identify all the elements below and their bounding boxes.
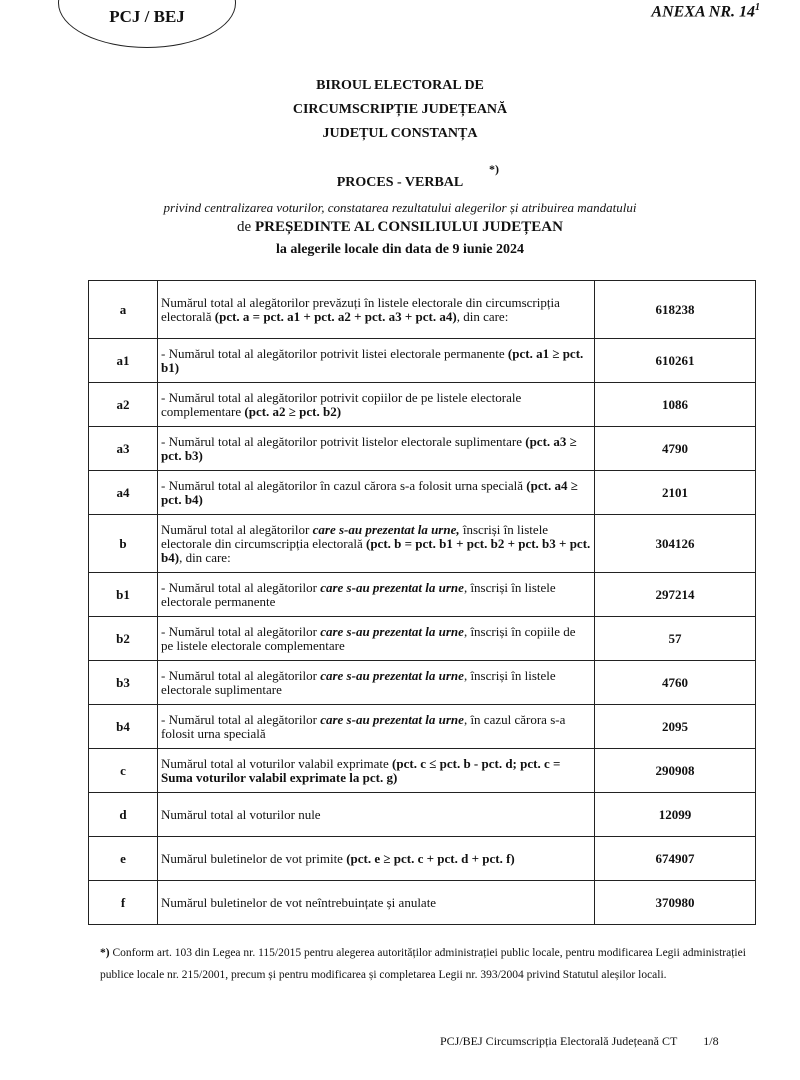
row-description <box>158 471 595 515</box>
header-line-1: BIROUL ELECTORAL DE <box>316 78 484 93</box>
row-value: 2095 <box>595 705 756 749</box>
row-value: 12099 <box>595 793 756 837</box>
row-text: - Numărul total al alegătorilor potrivit copiilor de pe listele electorale complementare <box>161 389 522 419</box>
row-bold-tail: (pct. a1 ≥ pct. b1) <box>161 345 584 375</box>
footnote-text: Conform art. 103 din Legea nr. 115/2015 pentru alegerea autorităților administrației public locale, pentru modificarea Legii administrației publice locale nr. 215/2001, precum și pentru modificarea și completarea Legii nr. 393/2004 privind Statutul aleșilor locali. <box>100 947 746 981</box>
row-code: a4 <box>89 471 158 515</box>
table-row <box>89 471 756 515</box>
row-code: b <box>89 515 158 573</box>
table-row <box>89 837 756 881</box>
row-pre: - Numărul total al alegătorilor <box>161 711 317 727</box>
row-text: - Numărul total al alegătorilor potrivit listei electorale permanente <box>161 345 505 361</box>
office-prefix: de <box>237 219 252 235</box>
row-post: înscriși în listele electorale din circumscripția electorală <box>161 521 549 551</box>
office-line <box>0 219 800 236</box>
header-line-3: JUDEȚUL CONSTANȚA <box>322 126 478 141</box>
row-bold-tail: (pct. a = pct. a1 + pct. a2 + pct. a3 + pct. a4) <box>214 308 457 324</box>
row-code: b1 <box>89 573 158 617</box>
office-name: PREȘEDINTE AL CONSILIULUI JUDEȚEAN <box>254 219 563 235</box>
row-code: b2 <box>89 617 158 661</box>
row-value: 304126 <box>595 515 756 573</box>
row-description <box>158 881 595 925</box>
table-row <box>89 515 756 573</box>
row-value: 1086 <box>595 383 756 427</box>
row-description <box>158 837 595 881</box>
row-tail: , din care: <box>456 308 509 324</box>
row-code: a <box>89 281 158 339</box>
row-post: , în cazul cărora s-a folosit urna specială <box>161 711 566 741</box>
table-row <box>89 281 756 339</box>
row-em: care s-au prezentat la urne, <box>312 521 460 537</box>
row-em: care s-au prezentat la urne <box>320 667 464 683</box>
row-code: f <box>89 881 158 925</box>
row-value: 4760 <box>595 661 756 705</box>
table-row <box>89 705 756 749</box>
table-row <box>89 339 756 383</box>
row-code: b3 <box>89 661 158 705</box>
document-subtitle: privind centralizarea voturilor, constatarea rezultatului alegerilor și atribuirea mandatului <box>163 200 637 215</box>
row-code: a1 <box>89 339 158 383</box>
row-value: 674907 <box>595 837 756 881</box>
row-value: 618238 <box>595 281 756 339</box>
results-table <box>88 280 756 925</box>
row-description <box>158 515 595 573</box>
row-value: 2101 <box>595 471 756 515</box>
row-text: - Numărul total al alegătorilor potrivit listelor electorale suplimentare <box>161 433 522 449</box>
row-value: 370980 <box>595 881 756 925</box>
row-em: care s-au prezentat la urne <box>320 579 464 595</box>
row-description <box>158 427 595 471</box>
row-value: 297214 <box>595 573 756 617</box>
header-line-2: CIRCUMSCRIPȚIE JUDEȚEANĂ <box>292 102 508 117</box>
row-description <box>158 661 595 705</box>
page-footer <box>440 1034 719 1049</box>
oval-badge-label: PCJ / BEJ <box>109 7 185 26</box>
document-title: PROCES - VERBAL <box>336 175 464 190</box>
row-pre: - Numărul total al alegătorilor <box>161 667 317 683</box>
table-row <box>89 617 756 661</box>
row-em: care s-au prezentat la urne <box>320 623 464 639</box>
row-value: 4790 <box>595 427 756 471</box>
page-number: 1/8 <box>703 1034 719 1048</box>
row-bold-tail: (pct. c ≤ pct. b - pct. d; pct. c = Suma voturilor valabil exprimate la pct. g) <box>161 755 561 785</box>
row-pre: - Numărul total al alegătorilor <box>161 579 317 595</box>
row-value: 57 <box>595 617 756 661</box>
row-code: d <box>89 793 158 837</box>
table-row <box>89 793 756 837</box>
table-row <box>89 749 756 793</box>
row-description <box>158 617 595 661</box>
footnote-mark: *) <box>100 947 110 959</box>
row-bold-tail: (pct. b = pct. b1 + pct. b2 + pct. b3 + pct. b4) <box>161 535 591 565</box>
row-description <box>158 705 595 749</box>
row-description <box>158 573 595 617</box>
row-pre: Numărul total al alegătorilor <box>161 521 310 537</box>
page-footer-text: PCJ/BEJ Circumscripția Electorală Județeană CT <box>440 1034 678 1048</box>
row-description <box>158 793 595 837</box>
annex-number <box>651 2 760 21</box>
row-description <box>158 383 595 427</box>
row-pre: - Numărul total al alegătorilor <box>161 623 317 639</box>
row-code: e <box>89 837 158 881</box>
row-description <box>158 281 595 339</box>
row-tail: , din care: <box>179 549 231 565</box>
row-value: 610261 <box>595 339 756 383</box>
annex-superscript: 1 <box>755 2 760 13</box>
row-text: Numărul total al voturilor valabil exprimate <box>161 755 389 771</box>
row-text: Numărul total al alegătorilor prevăzuți în listele electorale din circumscripția electorală <box>161 294 560 324</box>
row-text: Numărul total al voturilor nule <box>161 806 321 822</box>
election-date-line: la alegerile locale din data de 9 iunie 2024 <box>275 242 525 257</box>
row-text: Numărul buletinelor de vot neîntrebuințate și anulate <box>161 894 437 910</box>
row-post: , înscriși în listele electorale suplimentare <box>161 667 556 697</box>
title-footnote-mark: *) <box>489 162 499 176</box>
row-code: c <box>89 749 158 793</box>
table-row <box>89 427 756 471</box>
row-bold-tail: (pct. a4 ≥ pct. b4) <box>161 477 578 507</box>
row-text: - Numărul total al alegătorilor în cazul cărora s-a folosit urna specială <box>161 477 524 493</box>
pcj-bej-oval-badge <box>58 0 236 48</box>
row-post: , înscriși în copiile de pe listele electorale complementare <box>161 623 576 653</box>
row-text: Numărul buletinelor de vot primite <box>161 850 343 866</box>
row-value: 290908 <box>595 749 756 793</box>
table-row <box>89 881 756 925</box>
row-code: a3 <box>89 427 158 471</box>
row-em: care s-au prezentat la urne <box>320 711 464 727</box>
table-row <box>89 383 756 427</box>
row-code: b4 <box>89 705 158 749</box>
table-row <box>89 573 756 617</box>
row-description <box>158 339 595 383</box>
footnote <box>100 942 760 986</box>
row-bold-tail: (pct. a3 ≥ pct. b3) <box>161 433 577 463</box>
row-bold-tail: (pct. e ≥ pct. c + pct. d + pct. f) <box>346 850 515 866</box>
annex-label: ANEXA NR. 14 <box>651 3 755 21</box>
row-bold-tail: (pct. a2 ≥ pct. b2) <box>244 403 342 419</box>
table-row <box>89 661 756 705</box>
row-code: a2 <box>89 383 158 427</box>
row-post: , înscriși în listele electorale permanente <box>161 579 556 609</box>
row-description <box>158 749 595 793</box>
